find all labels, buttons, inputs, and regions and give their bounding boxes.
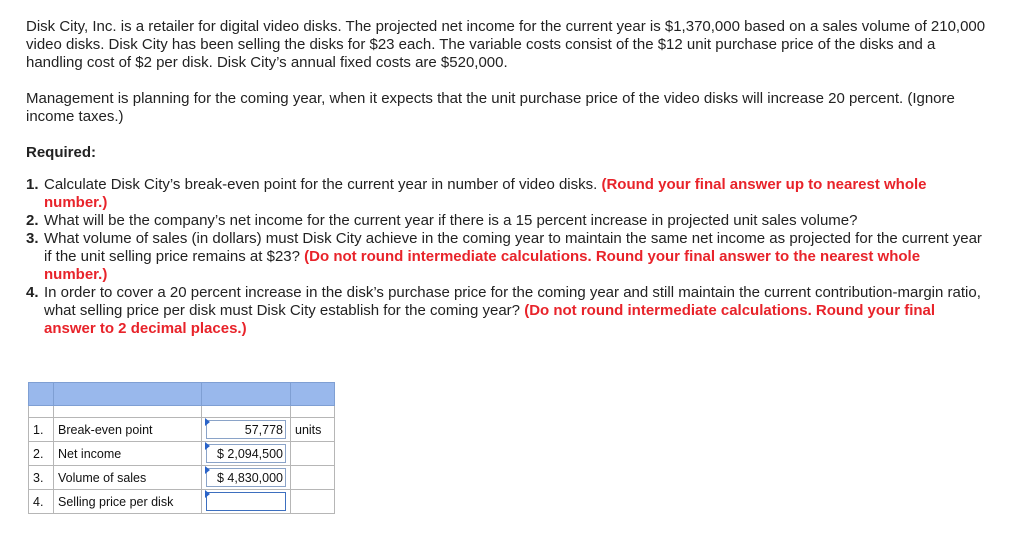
row-number: 2. xyxy=(29,442,54,466)
selling-price-input[interactable] xyxy=(206,492,286,511)
net-income-input[interactable] xyxy=(206,444,286,463)
problem-paragraph-2: Management is planning for the coming year, when it expects that the unit purchase price of the video disks will increase 20 percent. (Ignore income taxes.) xyxy=(26,90,955,125)
row-label: Volume of sales xyxy=(54,466,202,490)
row-unit xyxy=(291,490,335,514)
input-value: 4,830,000 xyxy=(227,470,283,485)
flag-icon xyxy=(205,466,210,474)
question-4 xyxy=(26,284,986,338)
question-1 xyxy=(26,176,986,212)
table-row xyxy=(29,442,335,466)
problem-text xyxy=(26,18,986,338)
question-3 xyxy=(26,230,986,284)
table-header-row xyxy=(29,383,335,406)
currency-symbol: $ xyxy=(217,446,224,461)
row-number: 4. xyxy=(29,490,54,514)
answer-table xyxy=(28,382,335,514)
question-note: (Do not round intermediate calculations. Round your final answer to 2 decimal places.) xyxy=(44,302,936,337)
problem-paragraph-1: Disk City, Inc. is a retailer for digital video disks. The projected net income for the current year is $1,370,000 based on a sales volume of 210,000 video disks. Disk City has been selling the disks for $23 each. The variable costs consist of the $12 unit purchase price of the disks and a handling cost of $2 per disk. Disk City’s annual fixed costs are $520,000. xyxy=(26,18,986,71)
table-row xyxy=(29,466,335,490)
currency-symbol: $ xyxy=(217,470,224,485)
question-list xyxy=(26,176,986,338)
question-text: What volume of sales (in dollars) must Disk City achieve in the coming year to maintain the same net income as projected for the current year if the unit selling price remains at $23? xyxy=(44,230,982,265)
question-text: Calculate Disk City’s break-even point for the current year in number of video disks. xyxy=(44,176,602,193)
row-unit xyxy=(291,442,335,466)
question-number: 3. xyxy=(26,230,39,247)
table-row xyxy=(29,418,335,442)
question-text: What will be the company’s net income for the current year if there is a 15 percent increase in projected unit sales volume? xyxy=(44,212,858,229)
question-number: 2. xyxy=(26,212,39,229)
input-value: 57,778 xyxy=(244,422,283,437)
input-value: 2,094,500 xyxy=(227,446,283,461)
question-text: In order to cover a 20 percent increase in the disk’s purchase price for the coming year and still maintain the current contribution-margin ratio, what selling price per disk must Disk City establish for the coming year? xyxy=(44,284,981,319)
row-unit xyxy=(291,466,335,490)
row-number: 1. xyxy=(29,418,54,442)
required-heading: Required: xyxy=(26,144,97,161)
volume-of-sales-input[interactable] xyxy=(206,468,286,487)
question-note: (Do not round intermediate calculations. Round your final answer to the nearest whole number.) xyxy=(44,248,921,283)
row-label: Net income xyxy=(54,442,202,466)
row-number: 3. xyxy=(29,466,54,490)
flag-icon xyxy=(205,490,210,498)
break-even-input[interactable] xyxy=(206,420,286,439)
row-label: Selling price per disk xyxy=(54,490,202,514)
question-2 xyxy=(26,212,986,230)
row-label: Break-even point xyxy=(54,418,202,442)
row-unit: units xyxy=(291,418,335,442)
question-note: (Round your final answer up to nearest whole number.) xyxy=(44,176,927,211)
flag-icon xyxy=(205,418,210,426)
question-number: 1. xyxy=(26,176,39,193)
flag-icon xyxy=(205,442,210,450)
table-row xyxy=(29,490,335,514)
question-number: 4. xyxy=(26,284,39,301)
